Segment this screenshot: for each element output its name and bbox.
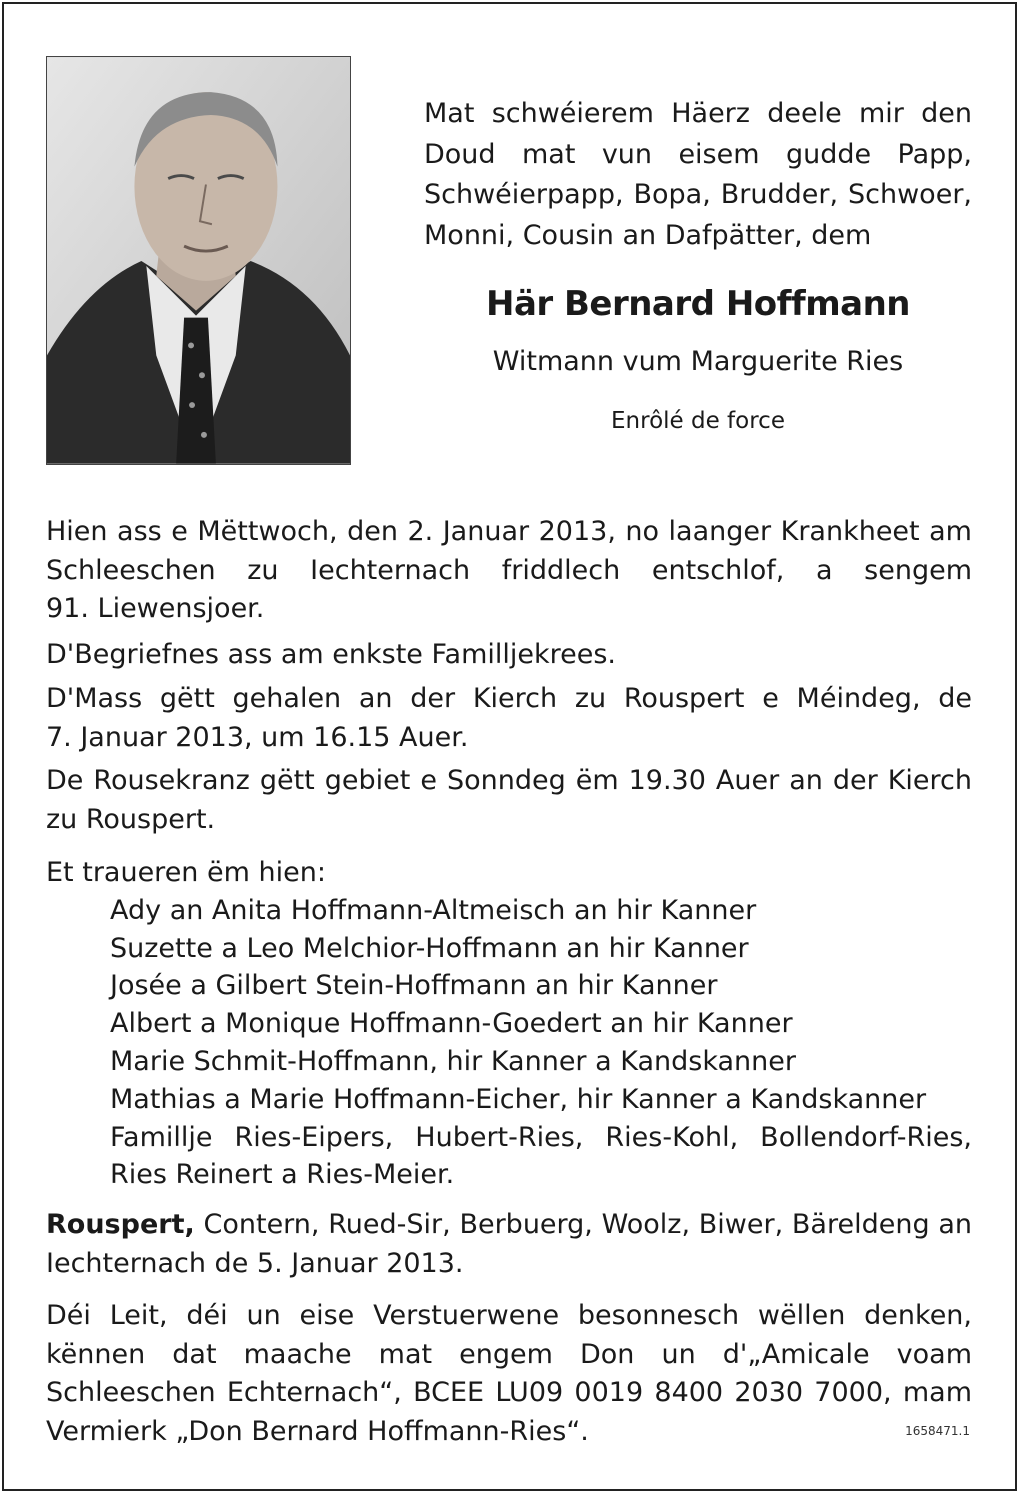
enrole-note: Enrôlé de force: [611, 408, 785, 434]
announcement-line: 91. Liewensjoer.: [46, 593, 265, 624]
mourner-line: Mathias a Marie Hoffmann-Eicher, hir Kanner a Kandskanner: [110, 1083, 927, 1115]
burial-note: [46, 636, 972, 675]
mourners-heading: Et traueren ëm hien:: [46, 857, 326, 888]
reference-number: 1658471.1: [905, 1424, 970, 1438]
announcement-line: Schleeschen zu Iechternach friddlech entschlof, a sengem: [46, 554, 972, 586]
burial-line: D'Begriefnes ass am enkste Familljekrees.: [46, 639, 617, 670]
rosary-line: De Rousekranz gëtt gebiet e Sonndeg ëm 19.30 Auer an der Kierch: [46, 765, 972, 796]
mourner-line: Josée a Gilbert Stein-Hoffmann an hir Kanner: [110, 970, 718, 1002]
intro-line: Mat schwéierem Häerz deele mir den: [424, 98, 972, 129]
donation-line: Schleeschen Echternach“, BCEE LU09 0019 8400 2030 7000, mam: [46, 1377, 972, 1408]
donation-line: kënnen dat maache mat engem Don un d'„Amicale voam: [46, 1338, 972, 1370]
widower-line: Witmann vum Marguerite Ries: [492, 346, 904, 377]
mourner-line: Marie Schmit-Hoffmann, hir Kanner a Kandskanner: [110, 1045, 796, 1077]
rosary-info: [46, 762, 972, 839]
mass-line: 7. Januar 2013, um 16.15 Auer.: [46, 721, 469, 753]
mourner-line: Ries Reinert a Ries-Meier.: [110, 1159, 455, 1191]
places-date-line: Iechternach de 5. Januar 2013.: [46, 1247, 464, 1279]
places-and-date: [46, 1206, 972, 1283]
intro-paragraph: [424, 94, 972, 256]
rosary-line: zu Rouspert.: [46, 803, 216, 835]
donation-line: Déi Leit, déi un eise Verstuerwene besonnesch wëllen denken,: [46, 1300, 972, 1331]
donation-line: Vermierk „Don Bernard Hoffmann-Ries“.: [46, 1415, 589, 1447]
donation-paragraph: [46, 1297, 972, 1451]
places-line: [46, 1206, 972, 1245]
mass-line: D'Mass gëtt gehalen an der Kierch zu Rouspert e Méindeg, de: [46, 683, 972, 714]
intro-line: Doud mat vun eisem gudde Papp,: [424, 138, 972, 170]
mass-info: [46, 680, 972, 757]
intro-line: Schwéierpapp, Bopa, Brudder, Schwoer,: [424, 179, 972, 210]
intro-line: Monni, Cousin an Dafpätter, dem: [424, 219, 872, 251]
places-bold: Rouspert,: [46, 1209, 195, 1240]
death-announcement: [46, 513, 972, 629]
mourner-line: Albert a Monique Hoffmann-Goedert an hir Kanner: [110, 1008, 793, 1040]
deceased-name: Här Bernard Hoffmann: [485, 284, 910, 324]
mourners-list: [46, 854, 972, 1194]
places-rest: Contern, Rued-Sir, Berbuerg, Woolz, Biwer, Bäreldeng an: [194, 1209, 972, 1240]
mourner-line: Famillje Ries-Eipers, Hubert-Ries, Ries-Kohl, Bollendorf-Ries,: [110, 1121, 972, 1153]
mourner-line: Suzette a Leo Melchior-Hoffmann an hir Kanner: [110, 932, 749, 964]
portrait-photo: [46, 56, 351, 465]
announcement-line: Hien ass e Mëttwoch, den 2. Januar 2013, no laanger Krankheet am: [46, 516, 972, 547]
mourner-line: Ady an Anita Hoffmann-Altmeisch an hir Kanner: [110, 894, 757, 926]
